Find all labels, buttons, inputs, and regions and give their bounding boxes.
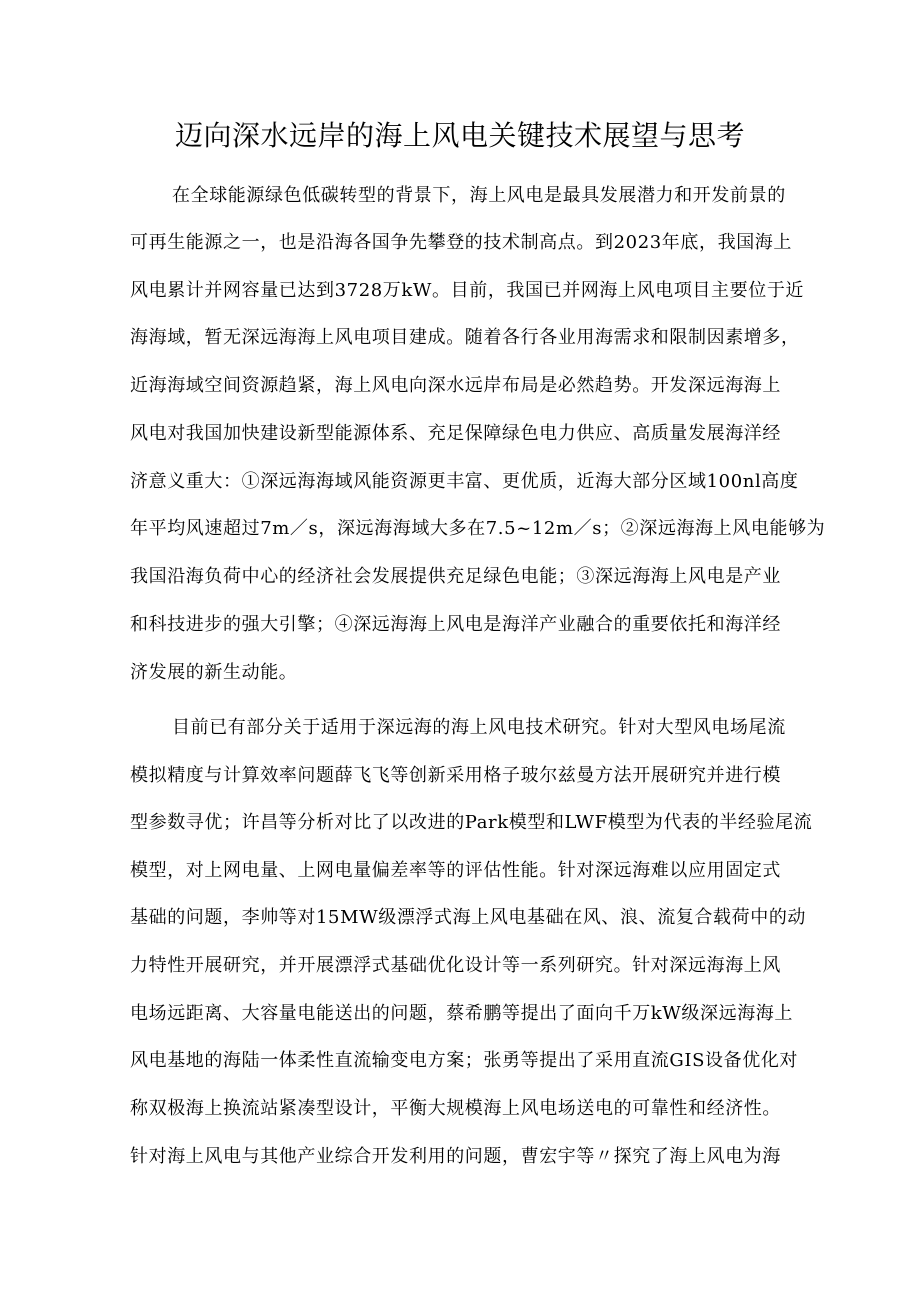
paragraph-1-line: 风电对我国加快建设新型能源体系、充足保障绿色电力供应、高质量发展海洋经 bbox=[130, 423, 781, 444]
document-title: 迈向深水远岸的海上风电关键技术展望与思考 bbox=[174, 119, 745, 152]
paragraph-2-line: 电场远距离、大容量电能送出的问题，蔡希鹏等提出了面向千万kW级深远海海上 bbox=[130, 1003, 794, 1024]
paragraph-2-line: 力特性开展研究，并开展漂浮式基础优化设计等一系列研究。针对深远海海上风 bbox=[130, 955, 781, 976]
paragraph-1-line: 年平均风速超过7m／s，深远海海域大多在7.5~12m／s；②深远海海上风电能够为 bbox=[130, 518, 826, 539]
paragraph-1-line: 济发展的新生动能。 bbox=[130, 662, 298, 683]
paragraph-2-line: 风电基地的海陆一体柔性直流输变电方案；张勇等提出了采用直流GIS设备优化对 bbox=[130, 1050, 799, 1071]
paragraph-2-line: 基础的问题，李帅等对15MW级漂浮式海上风电基础在风、浪、流复合载荷中的动 bbox=[130, 907, 807, 928]
paragraph-1-line: 我国沿海负荷中心的经济社会发展提供充足绿色电能；③深远海海上风电是产业 bbox=[130, 566, 781, 587]
paragraph-1-line: 近海海域空间资源趋紧，海上风电向深水远岸布局是必然趋势。开发深远海海上 bbox=[130, 375, 781, 396]
paragraph-2-line: 称双极海上换流站紧凑型设计，平衡大规模海上风电场送电的可靠性和经济性。 bbox=[130, 1098, 781, 1119]
paragraph-2-line: 针对海上风电与其他产业综合开发利用的问题，曹宏宇等〃探究了海上风电为海 bbox=[130, 1146, 781, 1167]
paragraph-2-line: 模拟精度与计算效率问题薛飞飞等创新采用格子玻尔兹曼方法开展研究并进行模 bbox=[130, 765, 781, 786]
paragraph-1-line: 海海域，暂无深远海海上风电项目建成。随着各行各业用海需求和限制因素增多， bbox=[130, 327, 800, 348]
paragraph-1-line: 可再生能源之一，也是沿海各国争先攀登的技术制高点。到2023年底，我国海上 bbox=[130, 232, 793, 253]
paragraph-2-line: 型参数寻优；许昌等分析对比了以改进的Park模型和LWF模型为代表的半经验尾流 bbox=[130, 812, 813, 833]
paragraph-1-line: 在全球能源绿色低碳转型的背景下，海上风电是最具发展潜力和开发前景的 bbox=[172, 185, 786, 206]
paragraph-1-line: 和科技进步的强大引擎；④深远海海上风电是海洋产业融合的重要依托和海洋经 bbox=[130, 614, 781, 635]
paragraph-2-line: 目前已有部分关于适用于深远海的海上风电技术研究。针对大型风电场尾流 bbox=[172, 717, 786, 738]
paragraph-1-line: 济意义重大：①深远海海域风能资源更丰富、更优质，近海大部分区域100nl高度 bbox=[130, 471, 799, 492]
paragraph-2-line: 模型，对上网电量、上网电量偏差率等的评估性能。针对深远海难以应用固定式 bbox=[130, 860, 781, 881]
paragraph-1-line: 风电累计并网容量已达到3728万kW。目前，我国已并网海上风电项目主要位于近 bbox=[130, 280, 805, 301]
